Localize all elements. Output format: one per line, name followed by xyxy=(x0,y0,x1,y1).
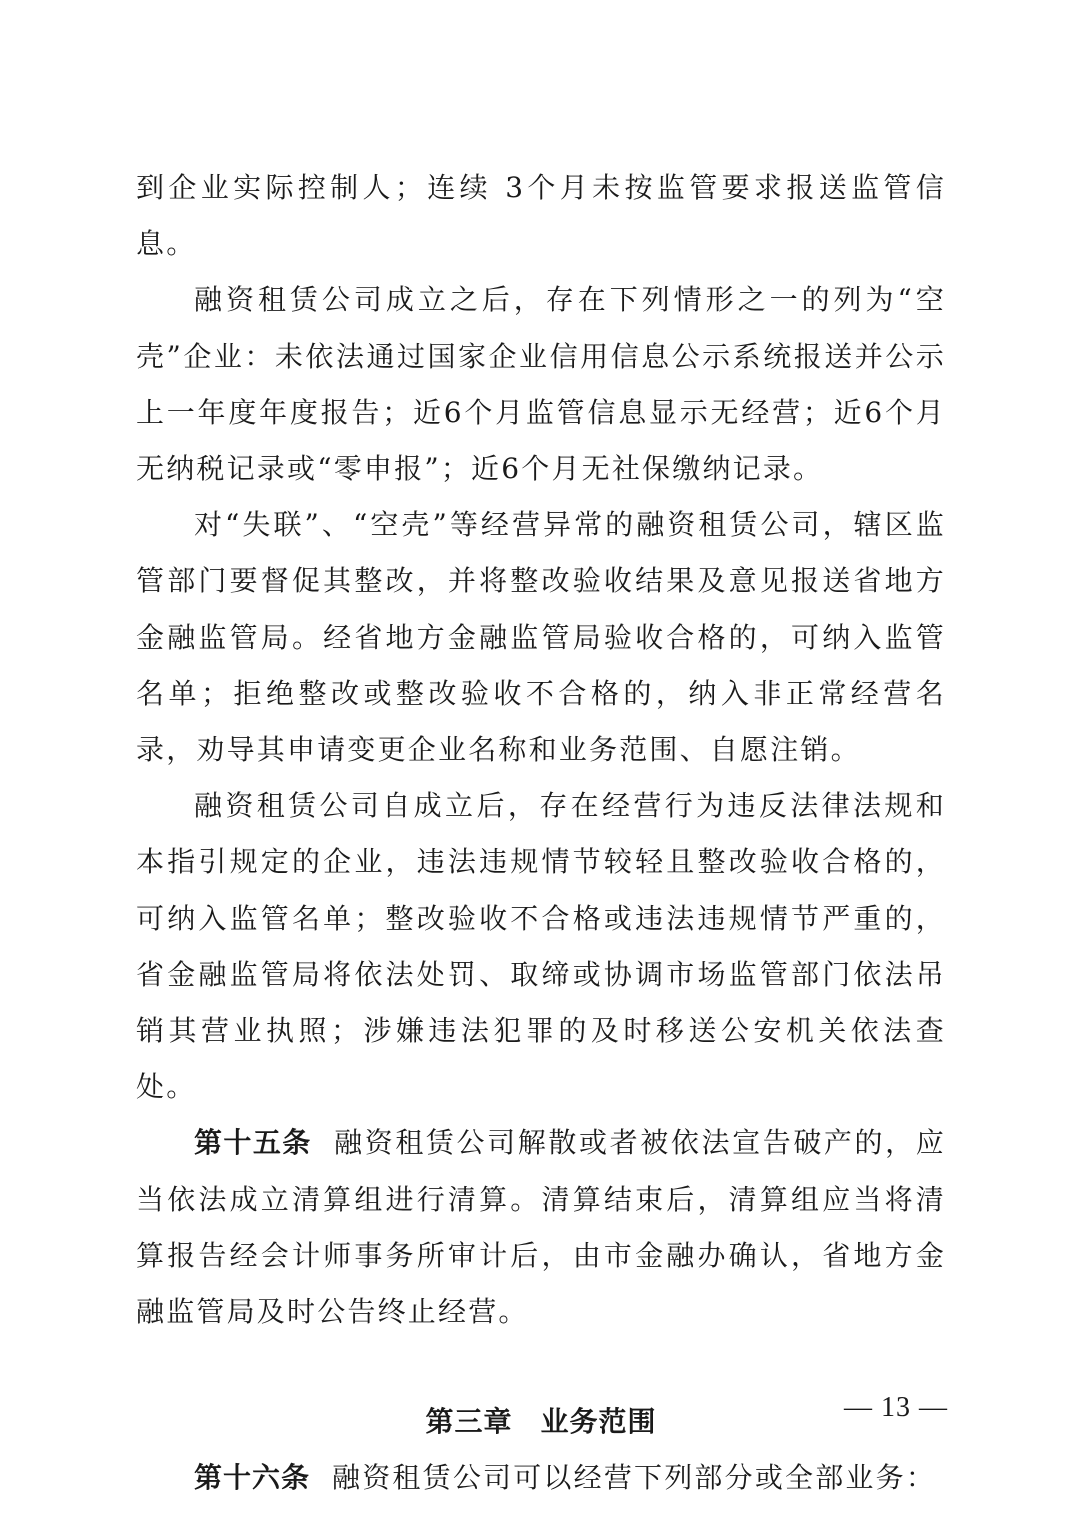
article-16 xyxy=(136,1450,946,1506)
article-15 xyxy=(136,1115,946,1340)
page-number: — 13 — xyxy=(844,1392,948,1423)
paragraph-continuation: 到企业实际控制人；连续 3个月未按监管要求报送监管信息。 xyxy=(136,171,946,261)
chapter-name: 业务范围 xyxy=(540,1405,657,1439)
article-16-heading: 第十六条 xyxy=(194,1461,311,1495)
article-15-heading: 第十五条 xyxy=(194,1126,312,1160)
chapter-title xyxy=(136,1394,946,1450)
paragraph-shell-company: 融资租赁公司成立之后，存在下列情形之一的列为“空壳”企业：未依法通过国家企业信用信息公示系统报送并公示上一年度年度报告；近6个月监管信息显示无经营；近6个月无纳税记录或“零申报”；近6个月无社保缴纳记录。 xyxy=(136,283,946,486)
body-text xyxy=(136,160,946,1507)
article-15-text: 融资租赁公司解散或者被依法宣告破产的，应当依法成立清算组进行清算。清算结束后，清算组应当将清算报告经会计师事务所审计后，由市金融办确认，省地方金融监管局及时公告终止经营。 xyxy=(136,1126,946,1329)
article-16-text: 融资租赁公司可以经营下列部分或全部业务： xyxy=(332,1461,937,1495)
chapter-number: 第三章 xyxy=(425,1405,513,1439)
paragraph-abnormal-operation: 对“失联”、“空壳”等经营异常的融资租赁公司，辖区监管部门要督促其整改，并将整改验收结果及意见报送省地方金融监管局。经省地方金融监管局验收合格的，可纳入监管名单；拒绝整改或整改验收不合格的，纳入非正常经营名录，劝导其申请变更企业名称和业务范围、自愿注销。 xyxy=(136,508,946,767)
paragraph-violations: 融资租赁公司自成立后，存在经营行为违反法律法规和本指引规定的企业，违法违规情节较轻且整改验收合格的，可纳入监管名单；整改验收不合格或违法违规情节严重的，省金融监管局将依法处罚、取缔或协调市场监管部门依法吊销其营业执照；涉嫌违法犯罪的及时移送公安机关依法查处。 xyxy=(136,789,946,1104)
